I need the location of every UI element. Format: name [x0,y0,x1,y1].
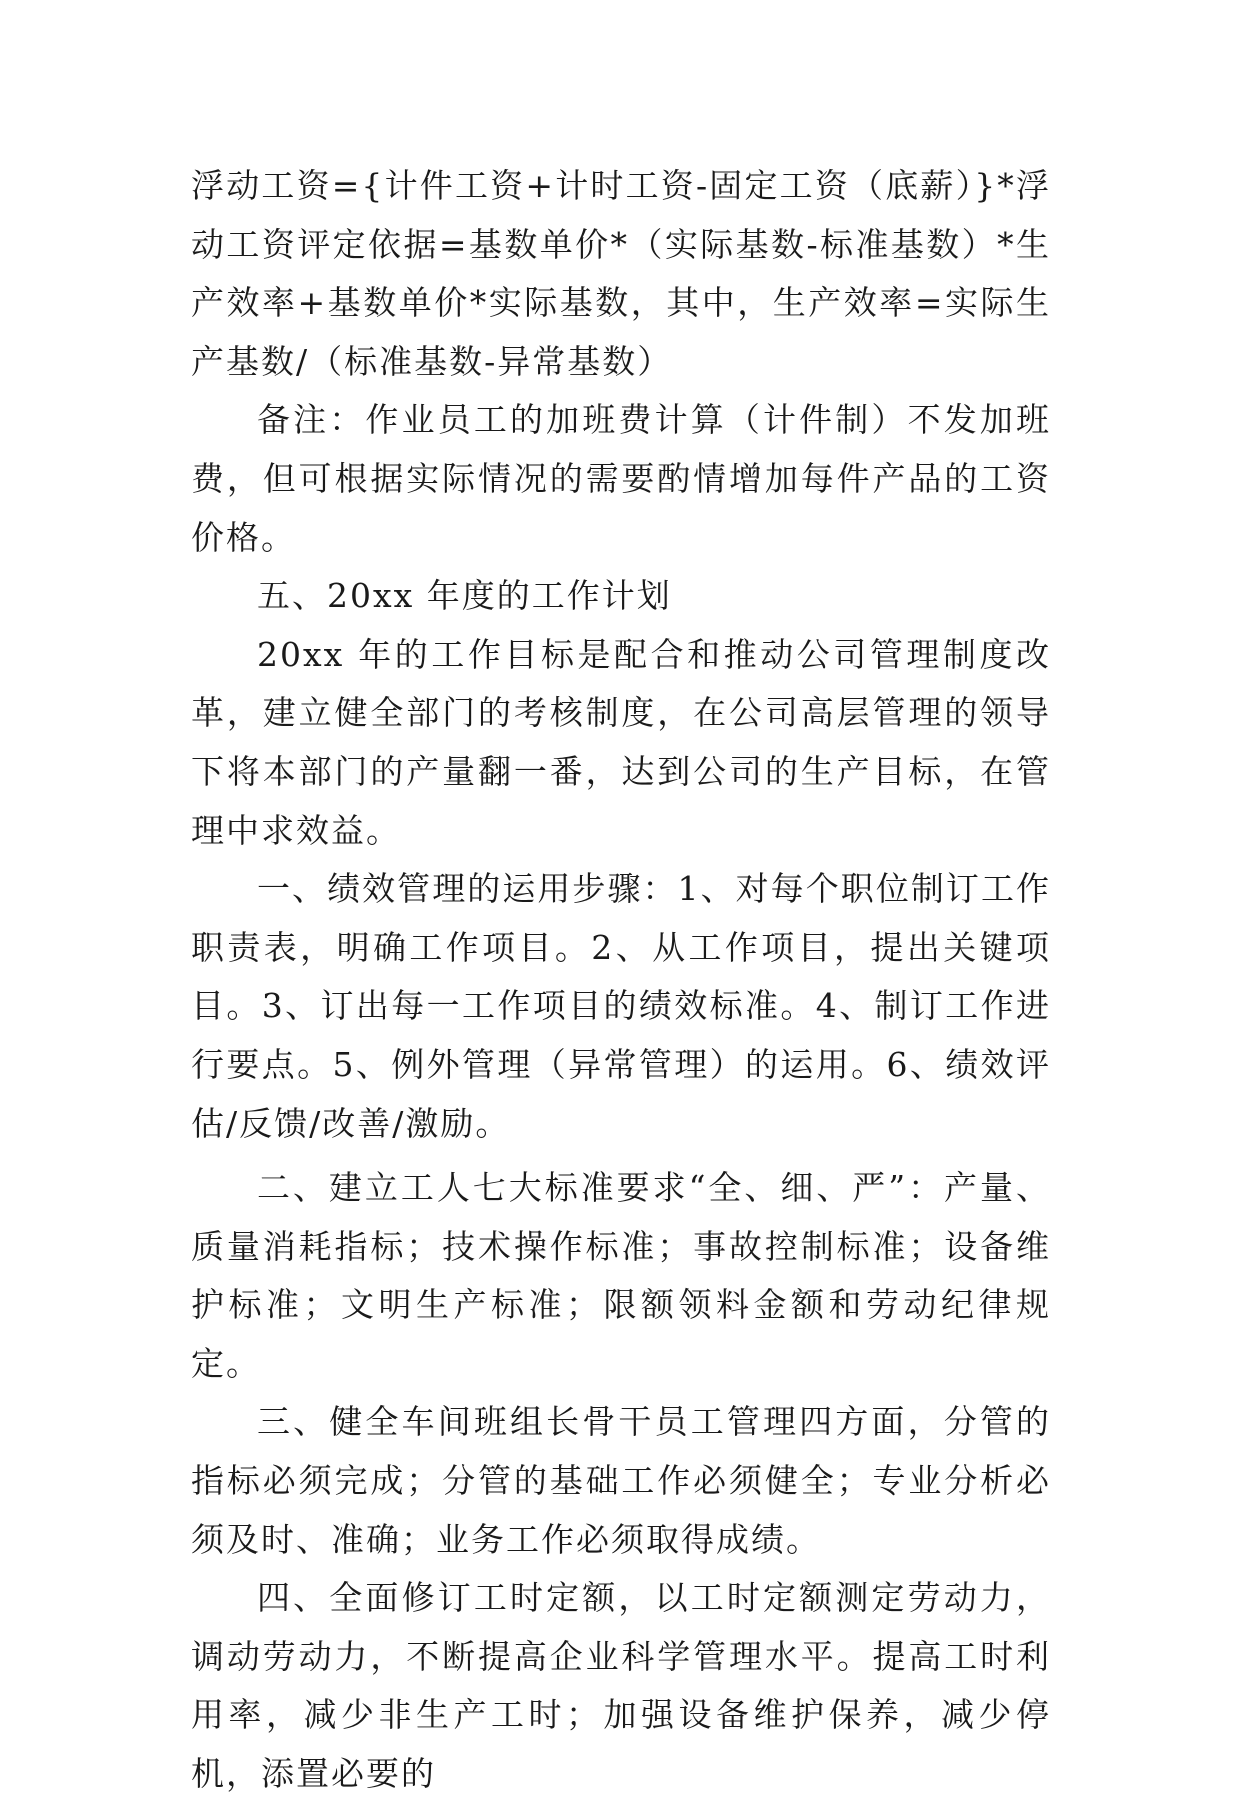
paragraph-floating-wage-formula: 浮动工资={计件工资+计时工资-固定工资（底薪）}*浮动工资评定依据=基数单价*（实际基数-标准基数）*生产效率+基数单价*实际基数，其中，生产效率=实际生产基数/（标准基数-异常基数） [191,166,1051,381]
paragraph-team-leader-management: 三、健全车间班组长骨干员工管理四方面，分管的指标必须完成；分管的基础工作必须健全；专业分析必须及时、准确；业务工作必须取得成绩。 [191,1402,1051,1559]
document-body [191,157,1051,1804]
section-heading-annual-plan: 五、20xx 年度的工作计划 [257,576,672,616]
paragraph-overtime-note: 备注：作业员工的加班费计算（计件制）不发加班费，但可根据实际情况的需要酌情增加每件产品的工资价格。 [191,400,1051,557]
paragraph-annual-goal: 20xx 年的工作目标是配合和推动公司管理制度改革，建立健全部门的考核制度，在公司高层管理的领导下将本部门的产量翻一番，达到公司的生产目标，在管理中求效益。 [191,634,1051,850]
paragraph-performance-steps: 一、绩效管理的运用步骤：1、对每个职位制订工作职责表，明确工作项目。2、从工作项目，提出关键项目。3、订出每一工作项目的绩效标准。4、制订工作进行要点。5、例外管理（异常管理）的运用。6、绩效评估/反馈/改善/激励。 [191,869,1051,1143]
paragraph-worker-standards: 二、建立工人七大标准要求“全、细、严”：产量、质量消耗指标；技术操作标准；事故控制标准；设备维护标准；文明生产标准；限额领料金额和劳动纪律规定。 [191,1168,1051,1383]
paragraph-labor-quota: 四、全面修订工时定额，以工时定额测定劳动力，调动劳动力，不断提高企业科学管理水平。提高工时利用率，减少非生产工时；加强设备维护保养，减少停机，添置必要的 [191,1578,1051,1794]
